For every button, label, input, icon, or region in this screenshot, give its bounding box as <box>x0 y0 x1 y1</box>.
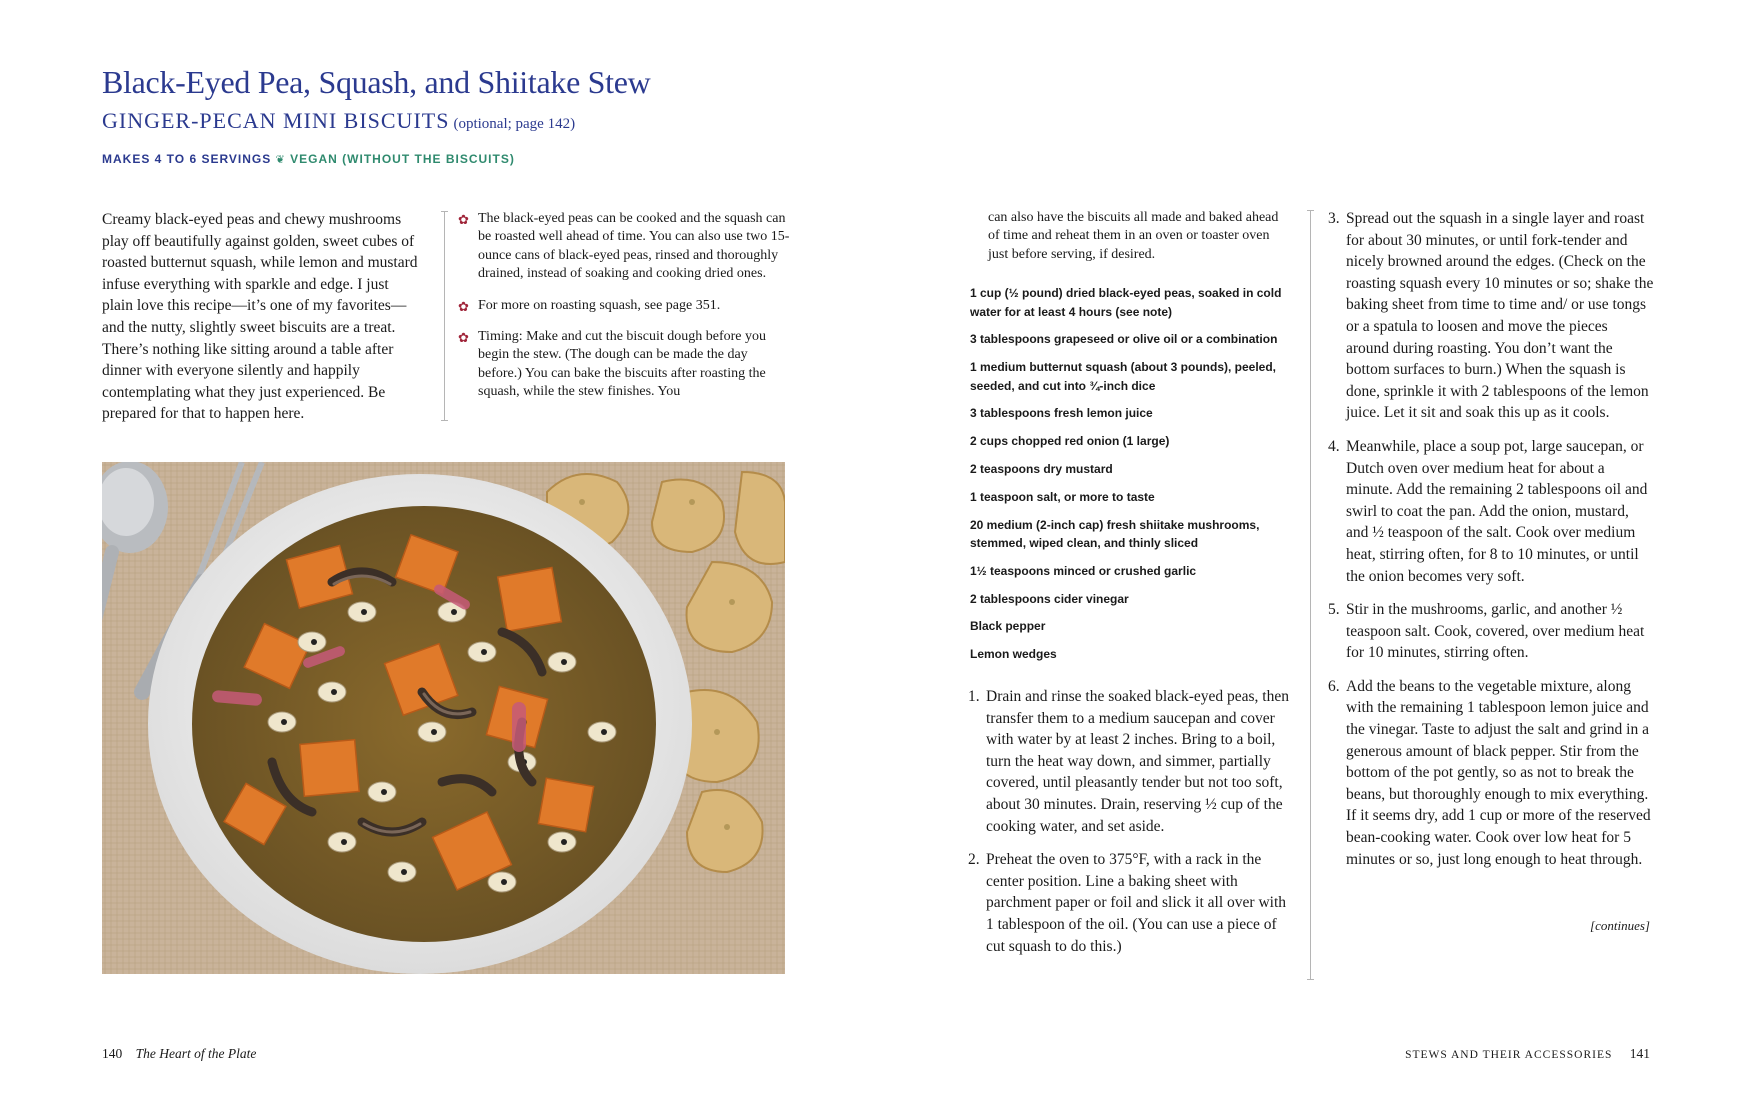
step-text: Preheat the oven to 375°F, with a rack in the center position. Line a baking sheet with parchment paper or foil and slick it all over with 1 tablespoon of the oil. (You can use a piece of cut squash to do this.) <box>986 851 1287 955</box>
page-number-left: 140 <box>102 1046 123 1061</box>
method-step <box>968 849 1294 957</box>
step-text: Add the beans to the vegetable mixture, along with the remaining 1 tablespoon lemon juice and the vinegar. Taste to adjust the salt and grind in a generous amount of black pepper. Stir from the bottom of the pot gently, so as not to break the beans, but thoroughly enough to mix everything. If it seems dry, add 1 cup or more of the reserved bean-cooking water. Cook over low heat for 5 minutes or so, just long enough to heat through. <box>1346 677 1651 868</box>
step-number: 3. <box>1328 210 1340 227</box>
ingredient-item: 20 medium (2-inch cap) fresh shiitake mushrooms, stemmed, wiped clean, and thinly sliced <box>970 517 1260 551</box>
ingredient-item: 1 teaspoon salt, or more to taste <box>970 489 1155 504</box>
tip-text: The black-eyed peas can be cooked and the squash can be roasted well ahead of time. You can also use two 15-ounce cans of black-eyed peas, rinsed and thoroughly drained, instead of soaking and cooking dried ones. <box>478 211 790 282</box>
servings-line <box>102 152 515 166</box>
tip-text: Timing: Make and cut the biscuit dough before you begin the stew. (The dough can be made the day before.) You can bake the biscuits after roasting the squash, while the stew finishes. You <box>478 329 766 400</box>
step-text: Spread out the squash in a single layer and roast for about 30 minutes, or until fork-tender and nicely browned around the edges. (Check on the roasting squash every 10 minutes or so; shake the baking sheet from time to time and/ or use tongs or a spatula to loosen and move the pieces around during roasting. You don’t want the bottom surfaces to burn.) When the squash is done, sprinkle it with 2 tablespoons of the lemon juice. Let it sit and soak this up as it cools. <box>1346 210 1654 422</box>
ingredient-item: 1 cup (½ pound) dried black-eyed peas, soaked in cold water for at least 4 hours (see note) <box>970 286 1282 319</box>
flower-bullet-icon: ✿ <box>458 298 469 314</box>
step-text: Stir in the mushrooms, garlic, and another ½ teaspoon salt. Cook, covered, over medium heat for 10 minutes, stirring often. <box>1346 601 1645 662</box>
tips-rule <box>444 211 445 421</box>
flower-bullet-icon: ✿ <box>458 212 469 227</box>
method-step <box>968 686 1294 837</box>
book-title: The Heart of the Plate <box>135 1046 257 1061</box>
step-number: 1. <box>968 688 980 705</box>
ingredient-item: Lemon wedges <box>970 647 1057 662</box>
step-text: Meanwhile, place a soup pot, large saucepan, or Dutch oven over medium heat for about a minute. Add the remaining 2 tablespoons oil and swirl to coat the pan. Add the onion, mustard, and ½ teaspoon of the salt. Cook over medium heat, stirring often, for 8 to 10 minutes, or until the onion becomes very soft. <box>1346 437 1648 585</box>
step-number: 5. <box>1328 601 1340 619</box>
vegan-text: VEGAN (WITHOUT THE BISCUITS) <box>290 152 515 166</box>
method-step <box>1328 436 1654 587</box>
ingredient-item: 2 cups chopped red onion (1 large) <box>970 434 1170 449</box>
tip-text: For more on roasting squash, see page 351. <box>478 297 721 313</box>
ingredient-item: 3 tablespoons grapeseed or olive oil or a combination <box>970 332 1278 347</box>
leaf-icon: ❦ <box>275 154 286 166</box>
flower-bullet-icon: ✿ <box>458 330 469 346</box>
section-title: STEWS AND THEIR ACCESSORIES <box>1405 1049 1613 1061</box>
column-rule <box>1310 210 1311 980</box>
step-number: 2. <box>968 851 980 869</box>
ingredient-item: 2 tablespoons cider vinegar <box>970 591 1129 606</box>
footer-right <box>1405 1046 1650 1062</box>
page-number-right: 141 <box>1629 1046 1650 1061</box>
ingredient-item: 3 tablespoons fresh lemon juice <box>970 406 1153 421</box>
continues-note: [continues] <box>1590 918 1650 933</box>
biscuit-page-note: (optional; page 142) <box>453 116 576 132</box>
method-steps-right <box>1328 208 1654 882</box>
tip-item <box>458 210 794 284</box>
intro-paragraph: Creamy black-eyed peas and chewy mushrooms play off beautifully against golden, sweet cubes of roasted butternut squash, while lemon and mustard infuse everything with sparkle and edge. I just plain love this recipe—it’s one of my favorites—and the nutty, slightly sweet biscuits are a treat. There’s nothing like sitting around a table after dinner with everyone silently and happily contemplating what they just experienced. Be prepared for that to happen here. <box>102 211 418 423</box>
ingredient-item: Black pepper <box>970 619 1046 634</box>
recipe-title: Black-Eyed Pea, Squash, and Shiitake Stew <box>102 64 651 100</box>
step-text: Drain and rinse the soaked black-eyed peas, then transfer them to a medium saucepan and cover with water by at least 2 inches. Bring to a boil, turn the heat way down, and simmer, partially covered, until pleasantly tender but not too soft, about 30 minutes. Drain, reserving ½ cup of the cooking water, and set aside. <box>986 688 1289 835</box>
footer-left <box>102 1046 256 1062</box>
method-step <box>1328 676 1654 870</box>
tip-item <box>458 328 794 402</box>
ingredient-item: 2 teaspoons dry mustard <box>970 461 1113 476</box>
step-number: 6. <box>1328 677 1340 695</box>
servings-text: MAKES 4 TO 6 SERVINGS <box>102 152 272 166</box>
stew-bowl-illustration <box>102 462 785 974</box>
tips-list <box>458 210 794 415</box>
ingredient-item: 1 medium butternut squash (about 3 pounds), peeled, seeded, and cut into ¾-inch dice <box>970 360 1277 393</box>
ingredient-list <box>970 284 1290 673</box>
step-number: 4. <box>1328 437 1340 455</box>
stew-photo <box>102 462 785 974</box>
ingredient-item: 1½ teaspoons minced or crushed garlic <box>970 563 1197 578</box>
method-step <box>1328 208 1654 424</box>
tip-item <box>458 297 794 315</box>
recipe-subtitle <box>102 108 575 134</box>
biscuit-title: GINGER-PECAN MINI BISCUITS <box>102 108 450 133</box>
tip-continued-text: can also have the biscuits all made and baked ahead of time and reheat them in an oven or toaster oven just before serving, if desired. <box>988 210 1279 262</box>
method-step <box>1328 599 1654 664</box>
method-steps-left <box>968 686 1294 969</box>
